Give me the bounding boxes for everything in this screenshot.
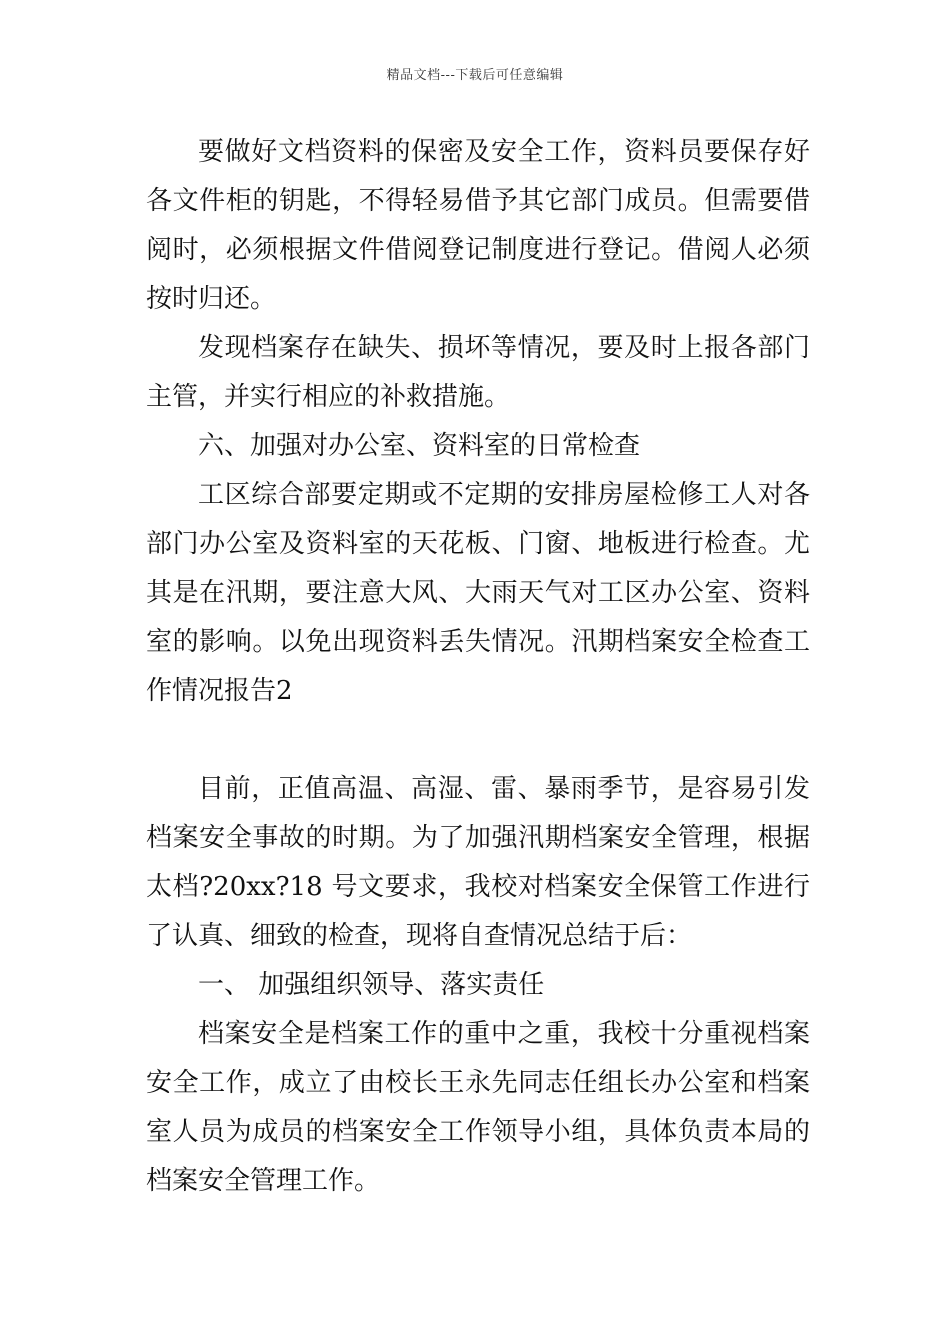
document-body [146,128,810,1206]
page-header: 精品文档---下载后可任意编辑 [386,68,564,83]
paragraph-report-intro: 目前，正值高温、高湿、雷、暴雨季节，是容易引发档案安全事故的时期。为了加强汛期档案安全管理，根据太档?20xx?18 号文要求，我校对档案安全保管工作进行了认真、细致的检查，现将自查情况总结于后： [146,774,810,951]
paragraph-leadership: 档案安全是档案工作的重中之重，我校十分重视档案安全工作，成立了由校长王永先同志任组长办公室和档案室人员为成员的档案安全工作领导小组，具体负责本局的档案安全管理工作。 [146,1019,810,1196]
paragraph-inspection: 工区综合部要定期或不定期的安排房屋检修工人对各部门办公室及资料室的天花板、门窗、地板进行检查。尤其是在汛期，要注意大风、大雨天气对工区办公室、资料室的影响。以免出现资料丢失情况。汛期档案安全检查工作情况报告2 [146,480,810,706]
paragraph-damage-report: 发现档案存在缺失、损坏等情况，要及时上报各部门主管，并实行相应的补救措施。 [146,333,810,412]
section-heading-one: 一、 加强组织领导、落实责任 [198,970,545,1000]
paragraph-confidentiality: 要做好文档资料的保密及安全工作，资料员要保存好各文件柜的钥匙，不得轻易借予其它部门成员。但需要借阅时，必须根据文件借阅登记制度进行登记。借阅人必须按时归还。 [146,137,810,314]
section-heading-six: 六、加强对办公室、资料室的日常检查 [198,431,641,461]
